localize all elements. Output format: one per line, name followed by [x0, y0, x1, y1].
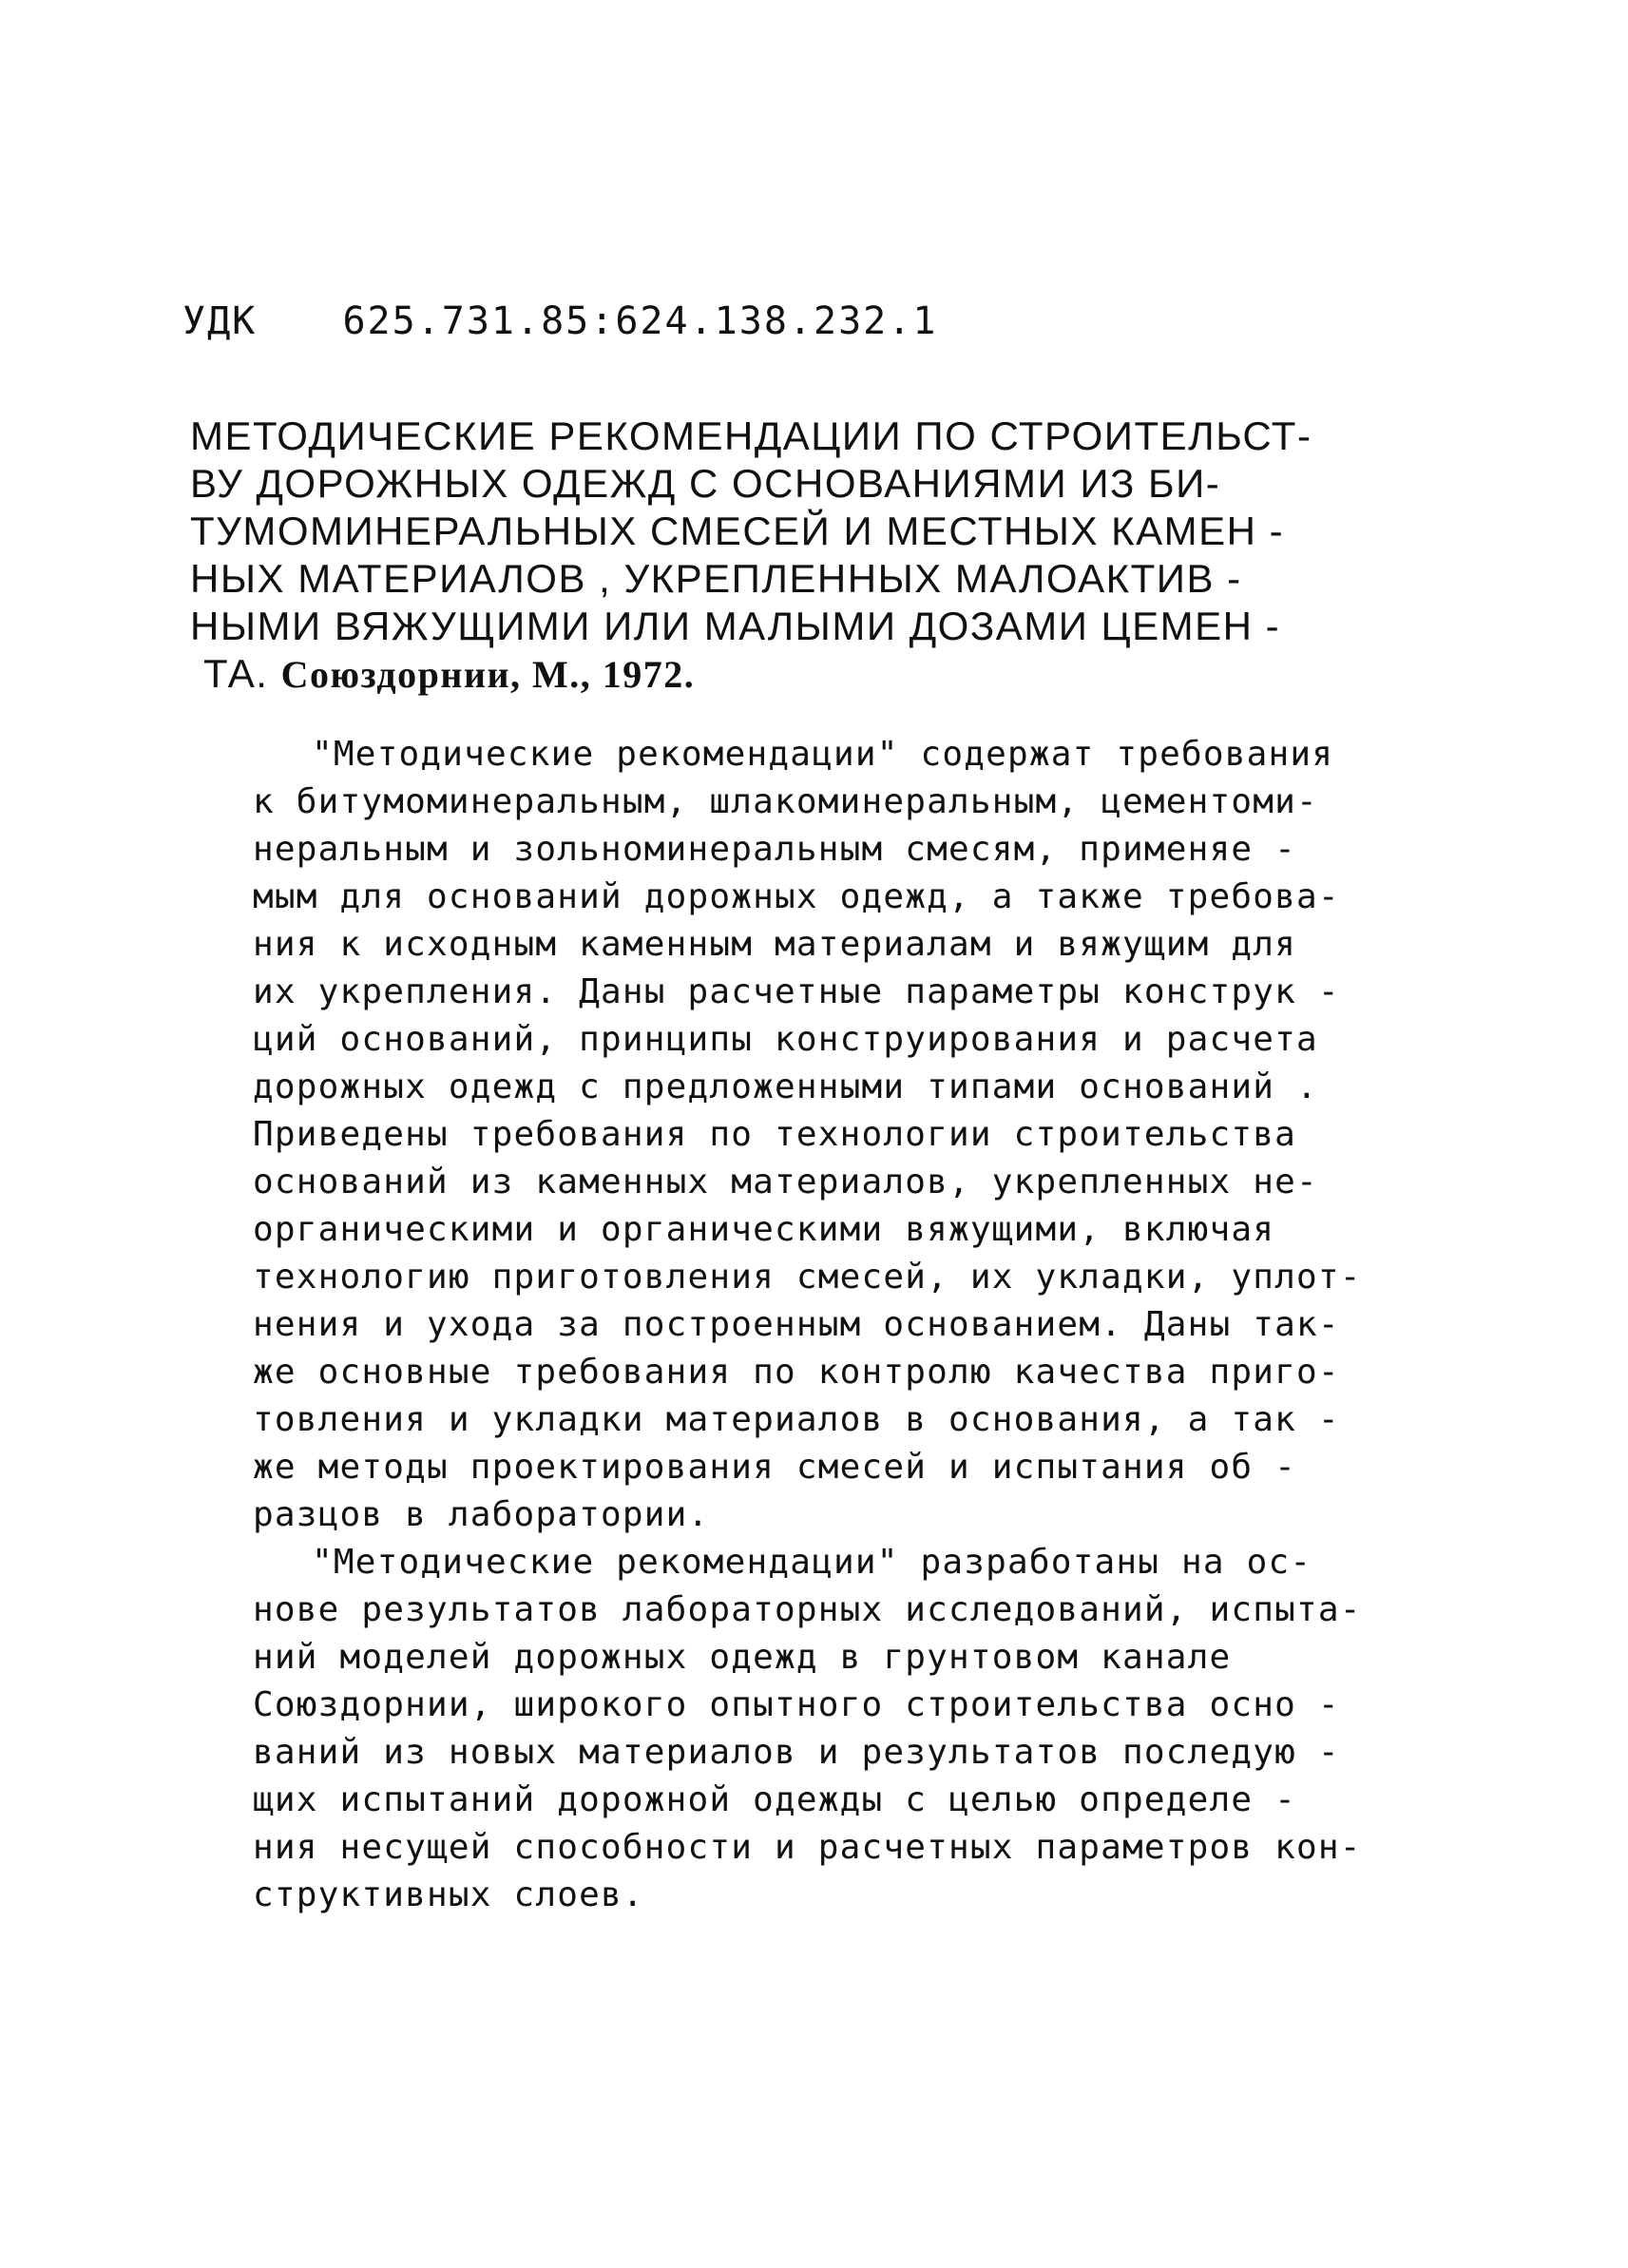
- paragraph-line: Союздорнии, широкого опытного строительства осно -: [253, 1685, 1340, 1724]
- paragraph-line: "Методические рекомендации" разработаны на ос-: [312, 1543, 1312, 1582]
- paragraph-line: щих испытаний дорожной одежды с целью определе -: [253, 1780, 1296, 1819]
- title-line-last: [203, 651, 696, 696]
- paragraph-line: мым для оснований дорожных одежд, а также требова-: [253, 877, 1340, 916]
- title-line-end: ТА.: [203, 651, 269, 696]
- paragraph-line: ций оснований, принципы конструирования и расчета: [253, 1020, 1318, 1059]
- paragraph-line: неральным и зольноминеральным смесям, применяе -: [253, 830, 1296, 869]
- paragraph-line: ния несущей способности и расчетных параметров кон-: [253, 1828, 1362, 1867]
- title-line: НЫХ МАТЕРИАЛОВ , УКРЕПЛЕННЫХ МАЛОАКТИВ -: [190, 556, 1242, 601]
- title-line: ВУ ДОРОЖНЫХ ОДЕЖД С ОСНОВАНИЯМИ ИЗ БИ-: [190, 461, 1221, 506]
- paragraph-line: нения и ухода за построенным основанием. Даны так-: [253, 1305, 1340, 1344]
- paragraph-line: нове результатов лабораторных исследований, испыта-: [253, 1590, 1362, 1629]
- paragraph-line: технологию приготовления смесей, их укладки, уплот-: [253, 1258, 1362, 1297]
- udk-code: 625.731.85:624.138.232.1: [342, 299, 938, 343]
- paragraph-line: ния к исходным каменным материалам и вяжущим для: [253, 925, 1296, 964]
- paragraph-line: органическими и органическими вяжущими, включая: [253, 1210, 1275, 1249]
- title-line: МЕТОДИЧЕСКИЕ РЕКОМЕНДАЦИИ ПО СТРОИТЕЛЬСТ-: [190, 413, 1312, 458]
- paragraph-line: дорожных одежд с предложенными типами оснований .: [253, 1067, 1318, 1106]
- udk-label: УДК: [182, 299, 258, 343]
- paragraph-line: же основные требования по контролю качества приго-: [253, 1353, 1340, 1392]
- paragraph-line: Приведены требования по технологии строительства: [253, 1115, 1296, 1154]
- paragraph-line: "Методические рекомендации" содержат требования: [312, 735, 1334, 774]
- paragraph-line: структивных слоев.: [253, 1875, 644, 1914]
- title-line: ТУМОМИНЕРАЛЬНЫХ СМЕСЕЙ И МЕСТНЫХ КАМЕН -: [190, 509, 1285, 553]
- publisher-info: Союздорнии, М., 1972.: [280, 653, 696, 696]
- paragraph-line: ний моделей дорожных одежд в грунтовом канале: [253, 1638, 1232, 1677]
- udk-line: [182, 299, 938, 343]
- paragraph-line: ваний из новых материалов и результатов последую -: [253, 1733, 1340, 1772]
- paragraph-line: товления и укладки материалов в основания, а так -: [253, 1400, 1340, 1439]
- paragraph-line: их укрепления. Даны расчетные параметры конструк -: [253, 972, 1340, 1011]
- paragraph-line: к битумоминеральным, шлакоминеральным, цементоми-: [253, 782, 1318, 821]
- paragraph-line: же методы проектирования смесей и испытания об -: [253, 1448, 1296, 1487]
- paragraph-line: разцов в лаборатории.: [253, 1495, 710, 1534]
- paragraph-line: оснований из каменных материалов, укрепленных не-: [253, 1163, 1318, 1201]
- title-line: НЫМИ ВЯЖУЩИМИ ИЛИ МАЛЫМИ ДОЗАМИ ЦЕМЕН -: [190, 604, 1281, 648]
